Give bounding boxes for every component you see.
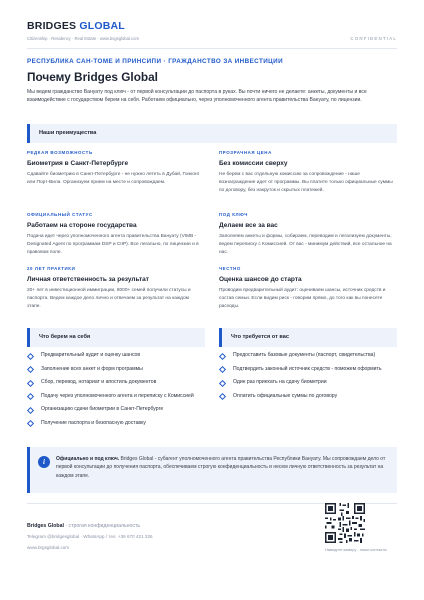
you-do-list <box>219 352 399 400</box>
list-item: Предоставить базовые документы (паспорт, свидетельства) <box>219 352 399 360</box>
info-icon: i <box>38 456 50 468</box>
header-tagline: Citizenship · Residency · Real Estate · www.bvgsglobal.com <box>27 36 139 41</box>
advantage-title: Биометрия в Санкт-Петербурге <box>27 160 129 167</box>
you-do-band <box>219 328 397 347</box>
list-item: Получение паспорта и безопасную доставку <box>27 420 207 428</box>
list-item: Подачу через уполномоченного агента и переписку с Комиссией <box>27 393 207 401</box>
diamond-bullet-icon <box>27 366 34 373</box>
advantage-text: Не берем с вас отдельную комиссию за сопровождение - наше вознаграждение идет от программы. Вы платите только официальные суммы по договору, без накруток и скрытых платежей. <box>219 172 393 193</box>
list-item: Заполнение всех анкет и форм программы <box>27 366 207 374</box>
brand-name-2: GLOBAL <box>79 20 125 32</box>
list-item: Предварительный аудит и оценку шансов <box>27 352 207 360</box>
advantages-band <box>27 124 397 143</box>
advantage-text: 20+ лет в инвестиционной иммиграции, 8000+ семей получили статусы и паспорта. Ведем каждое дело лично и отвечаем за результат на каждом этапе. <box>27 288 191 309</box>
we-do-heading: Что берем на себя <box>39 334 91 340</box>
list-item: Организацию сдачи биометрии в Санкт-Петербурге <box>27 406 207 414</box>
advantage-title: Работаем на стороне государства <box>27 222 137 229</box>
diamond-bullet-icon <box>27 352 34 359</box>
brand-name-1: BRIDGES <box>27 20 77 32</box>
advantage-card <box>27 212 203 256</box>
advantage-label: ОФИЦИАЛЬНЫЙ СТАТУС <box>27 212 93 217</box>
advantage-card <box>219 150 395 194</box>
list-item: Подтвердить законный источник средств - поможем оформить <box>219 366 399 374</box>
advantage-text: Проводим предварительный аудит: оцениваем шансы, источник средств и состав семьи. Если видим риск - говорим прямо, до того как вы понесете расходы. <box>219 288 386 309</box>
brand-logo <box>27 20 397 32</box>
list-item: Один раз приехать на сдачу биометрии <box>219 379 399 387</box>
we-do-band <box>27 328 205 347</box>
advantage-title: Без комиссии сверху <box>219 160 288 167</box>
advantage-label: ЧЕСТНО <box>219 266 241 271</box>
intro-paragraph: Мы ведем гражданство Вануату под ключ - от первой консультации до паспорта в руках. Вы почти ничего не делаете: анкеты, документы и все взаимодействие с государством берем на себя. Работаем официально, через уполномоченного агента правительства Вануату, по лицензии. <box>27 89 367 104</box>
diamond-bullet-icon <box>219 380 226 387</box>
advantage-title: Личная ответственность за результат <box>27 276 149 283</box>
header-divider <box>27 48 397 49</box>
list-item: Оплатить официальные суммы по договору <box>219 393 399 401</box>
info-note <box>27 447 397 493</box>
eyebrow: РЕСПУБЛИКА САН-ТОМЕ И ПРИНСИПИ · ГРАЖДАНСТВО ЗА ИНВЕСТИЦИИ <box>27 58 283 65</box>
advantage-card <box>27 266 203 310</box>
diamond-bullet-icon <box>219 352 226 359</box>
diamond-bullet-icon <box>27 393 34 400</box>
we-do-list <box>27 352 207 428</box>
diamond-bullet-icon <box>219 366 226 373</box>
advantage-label: РЕДКАЯ ВОЗМОЖНОСТЬ <box>27 150 93 155</box>
advantage-text: Сдавайте биометрию в Санкт-Петербурге - не нужно лететь в Дубай, Гонконг или Порт-Вила. Организуем прием на месте и сопровождаем. <box>27 172 200 185</box>
header <box>27 20 397 41</box>
advantage-title: Делаем все за вас <box>219 222 278 229</box>
advantage-text: Заполняем анкеты и формы, собираем, переводим и легализуем документы, ведем переписку с Комиссией. От вас - минимум действий, все остальное на нас. <box>219 234 392 255</box>
advantage-text: Подача идет через уполномоченного агента правительства Вануату (VIMB - Designated Agent по программам DSP и CIIP). Все легально, по лицензии и в правовом поле. <box>27 234 199 255</box>
advantage-title: Оценка шансов до старта <box>219 276 302 283</box>
diamond-bullet-icon <box>27 380 34 387</box>
diamond-bullet-icon <box>27 407 34 414</box>
advantage-label: ПРОЗРАЧНАЯ ЦЕНА <box>219 150 272 155</box>
list-item: Сбор, перевод, нотариат и апостиль документов <box>27 379 207 387</box>
qr-code-icon <box>325 503 365 543</box>
footer-website-link[interactable]: www.brgsglobal.com <box>27 545 70 550</box>
advantage-label: ПОД КЛЮЧ <box>219 212 248 217</box>
info-note-text: Официально и под ключ. Bridges Global - субагент уполномоченного агента правительства Республики Вануату. Мы сопровождаем дело от первой консультации до получения паспорта, обеспечиваем строгую конфиденциальность и несем личную ответственность за результат на каждом этапе. <box>56 456 386 479</box>
qr-caption: Наведите камеру - наши контакты <box>325 547 387 552</box>
advantage-card <box>219 266 395 310</box>
footer-contacts: Telegram @bridgesglobal · WhatsApp / тел. +36 670 421 326 <box>27 534 153 539</box>
advantages-heading: Наши преимущества <box>39 130 97 136</box>
confidential-mark: CONFIDENTIAL <box>350 36 397 41</box>
diamond-bullet-icon <box>219 393 226 400</box>
advantage-card <box>219 212 395 256</box>
advantage-card <box>27 150 203 187</box>
footer-brand-line: Bridges Global · строгая конфиденциальность <box>27 523 141 529</box>
you-do-heading: Что требуется от вас <box>231 334 289 340</box>
diamond-bullet-icon <box>27 420 34 427</box>
advantage-label: 20 ЛЕТ ПРАКТИКИ <box>27 266 76 271</box>
page-title: Почему Bridges Global <box>27 70 158 84</box>
